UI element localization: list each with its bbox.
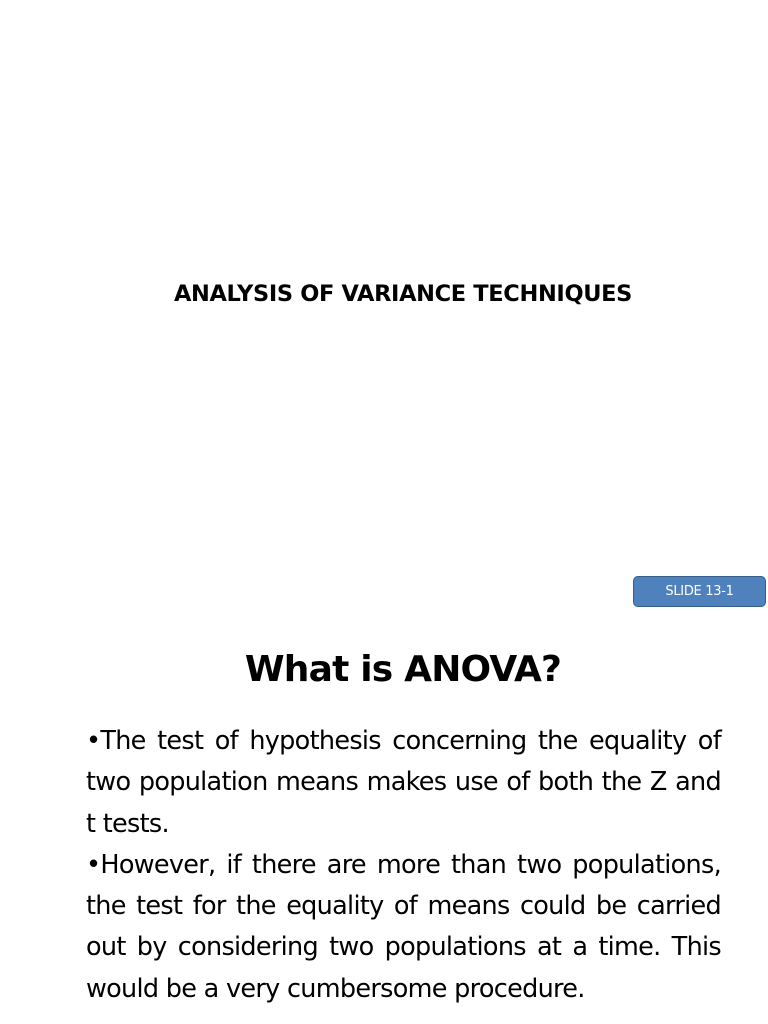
bullet-paragraph: •The test of hypothesis concerning the equality of two population means makes use of both the Z and t tests. [86,726,721,839]
bullet-paragraph: •However, if there are more than two populations, the test for the equality of means could be carried out by considering two populations at a time. This would be a very cumbersome procedure. [86,849,721,1004]
slide-number-label: SLIDE 13-1 [665,584,734,599]
body-text [86,721,721,1010]
slide-title: ANALYSIS OF VARIANCE TECHNIQUES [173,281,633,307]
section-heading: What is ANOVA? [244,649,562,690]
slide-number-badge [633,576,766,607]
